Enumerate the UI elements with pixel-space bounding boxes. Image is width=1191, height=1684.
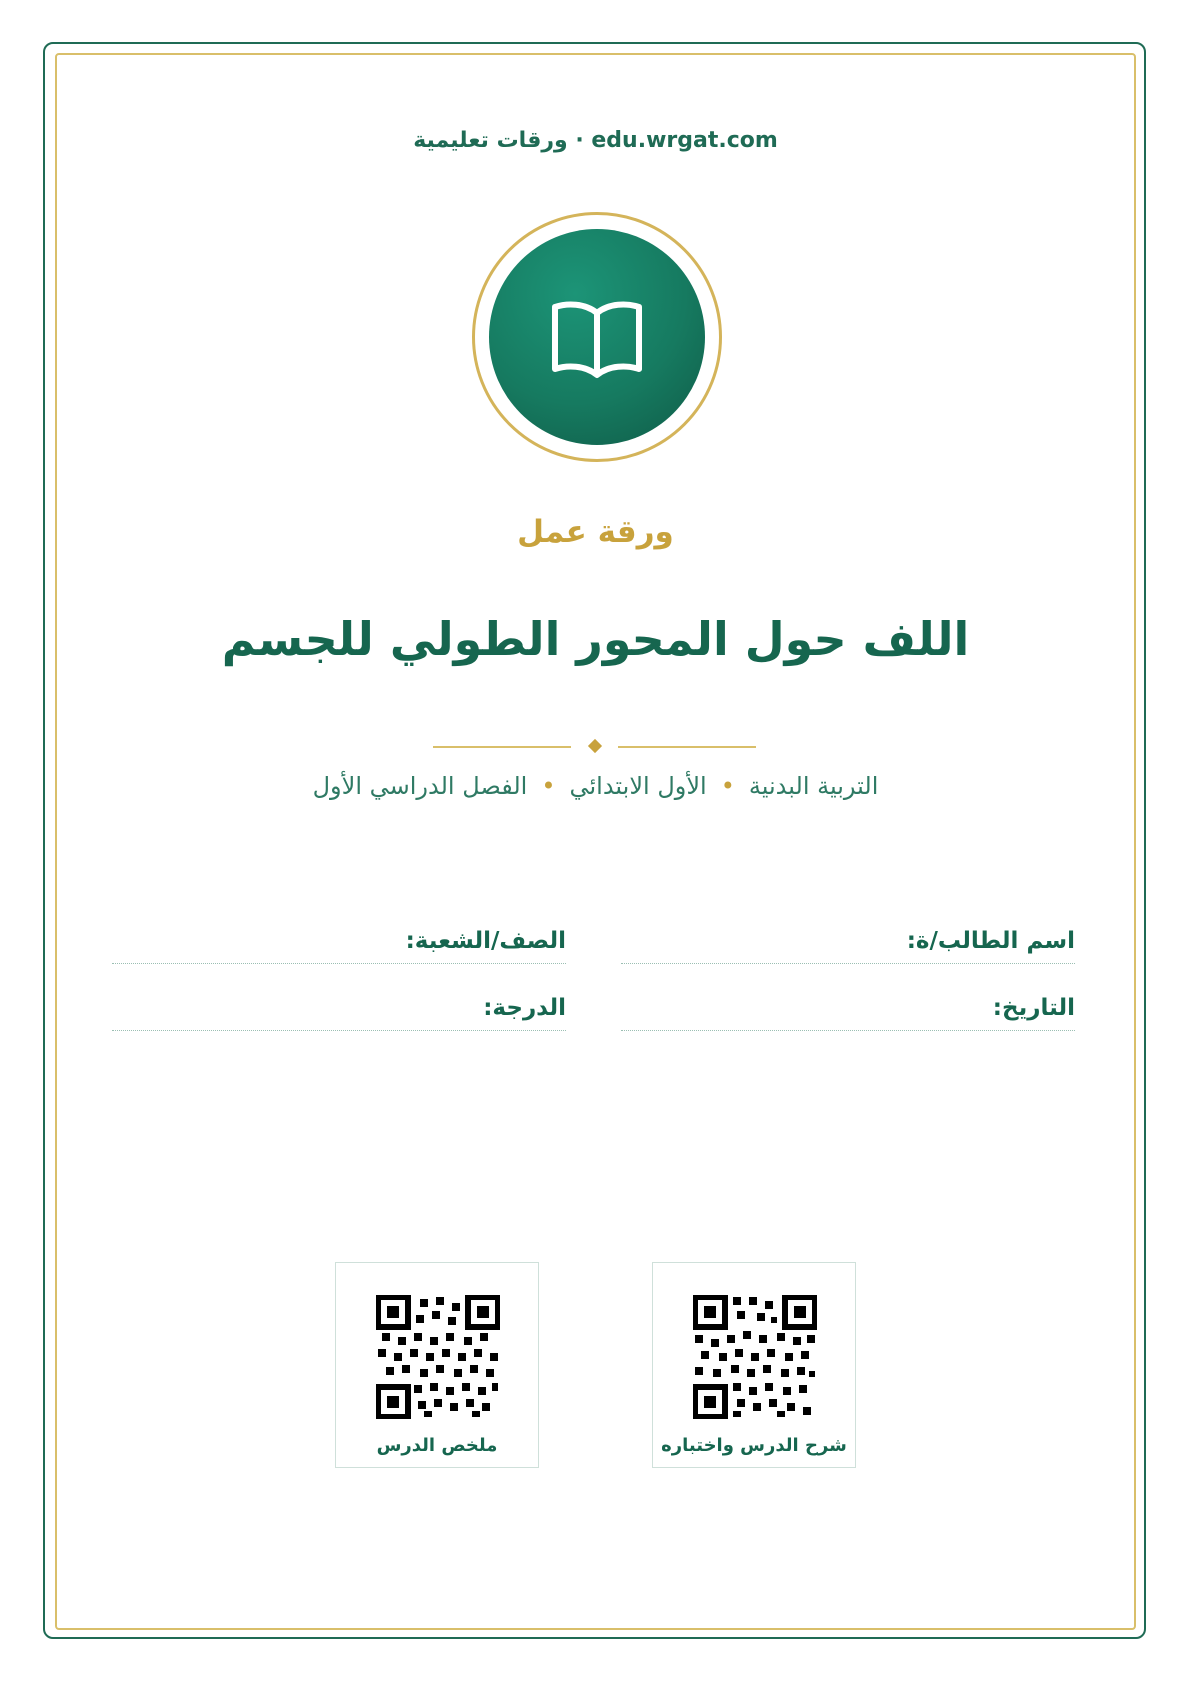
meta-separator: • xyxy=(541,772,556,800)
divider-line-right xyxy=(618,746,756,748)
worksheet-meta xyxy=(0,772,1191,800)
qr-card-lesson-summary[interactable] xyxy=(335,1262,539,1468)
meta-subject: التربية البدنية xyxy=(748,772,879,800)
worksheet-title: اللف حول المحور الطولي للجسم xyxy=(221,612,970,666)
meta-separator: • xyxy=(720,772,735,800)
meta-grade: الأول الابتدائي xyxy=(569,772,707,800)
class-section-field[interactable] xyxy=(112,924,566,964)
meta-term: الفصل الدراسي الأول xyxy=(312,772,528,800)
student-name-field[interactable] xyxy=(621,924,1075,964)
student-name-label: اسم الطالب/ة: xyxy=(906,928,1075,954)
open-book-icon xyxy=(549,293,645,381)
qr-code-icon xyxy=(693,1295,817,1419)
site-header: edu.wrgat.com · ورقات تعليمية xyxy=(413,128,778,153)
emblem-disc xyxy=(489,229,705,445)
qr-code-icon xyxy=(376,1295,500,1419)
class-section-label: الصف/الشعبة: xyxy=(405,928,566,954)
grade-label: الدرجة: xyxy=(483,995,566,1021)
qr-label: شرح الدرس واختباره xyxy=(661,1435,847,1456)
grade-field[interactable] xyxy=(112,991,566,1031)
qr-card-lesson-explanation[interactable] xyxy=(652,1262,856,1468)
divider-line-left xyxy=(433,746,571,748)
emblem xyxy=(472,212,722,462)
date-field[interactable] xyxy=(621,991,1075,1031)
date-label: التاريخ: xyxy=(992,995,1075,1021)
worksheet-kicker: ورقة عمل xyxy=(517,514,674,550)
qr-label: ملخص الدرس xyxy=(376,1435,498,1456)
